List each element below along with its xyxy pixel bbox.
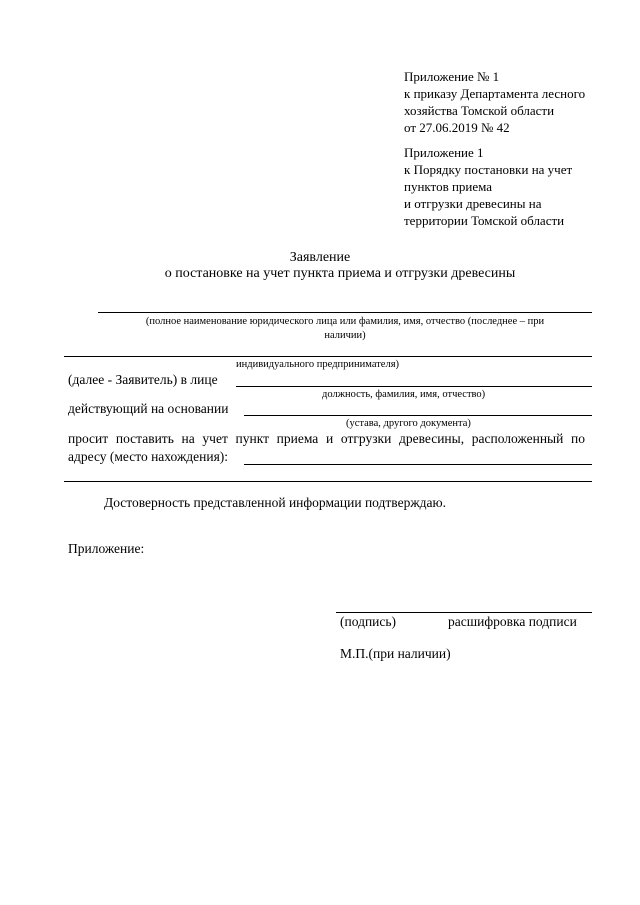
name-hint-line1: (полное наименование юридического лица или фамилия, имя, отчество (последнее – при	[145, 316, 545, 327]
document-title: Заявление	[289, 250, 351, 265]
applicant-label: (далее - Заявитель) в лице	[68, 372, 218, 387]
annex-1-block	[404, 68, 585, 136]
annex-1-line: хозяйства Томской области	[404, 103, 555, 118]
annex-1-line: от 27.06.2019 № 42	[404, 120, 510, 135]
attachment-label: Приложение:	[68, 541, 145, 556]
request-text: просит поставить на учет пункт приема и отгрузки древесины, расположенный по	[68, 431, 585, 446]
address-label: адресу (место нахождения):	[68, 449, 229, 464]
ip-hint: индивидуального предпринимателя)	[236, 359, 400, 370]
position-field-line[interactable]	[236, 386, 592, 387]
annex-1-line: Приложение № 1	[404, 69, 500, 84]
seal-label: М.П.(при наличии)	[340, 646, 451, 661]
confirmation-text: Достоверность представленной информации подтверждаю.	[104, 495, 446, 510]
annex-2-line: территории Томской области	[404, 213, 565, 228]
basis-field-line[interactable]	[244, 415, 592, 416]
annex-2-line: пунктов приема	[404, 179, 493, 194]
annex-2-line: к Порядку постановки на учет	[404, 162, 573, 177]
name-field-line[interactable]	[98, 312, 592, 313]
signature-decode-label: расшифровка подписи	[448, 614, 577, 629]
signature-line[interactable]	[336, 612, 592, 613]
address-field-line[interactable]	[244, 464, 592, 465]
name-hint-line2: наличии)	[324, 330, 366, 341]
signature-label: (подпись)	[340, 614, 397, 629]
position-hint: должность, фамилия, имя, отчество)	[322, 389, 486, 400]
annex-2-block	[404, 144, 572, 229]
document-subtitle: о постановке на учет пункта приема и отгрузки древесины	[164, 266, 516, 281]
separator-line	[64, 481, 592, 482]
name-field-line-2[interactable]	[64, 356, 592, 357]
annex-2-line: и отгрузки древесины на	[404, 196, 542, 211]
basis-label: действующий на основании	[68, 401, 229, 416]
basis-hint: (устава, другого документа)	[346, 418, 471, 429]
annex-1-line: к приказу Департамента лесного	[404, 86, 586, 101]
annex-2-line: Приложение 1	[404, 145, 484, 160]
